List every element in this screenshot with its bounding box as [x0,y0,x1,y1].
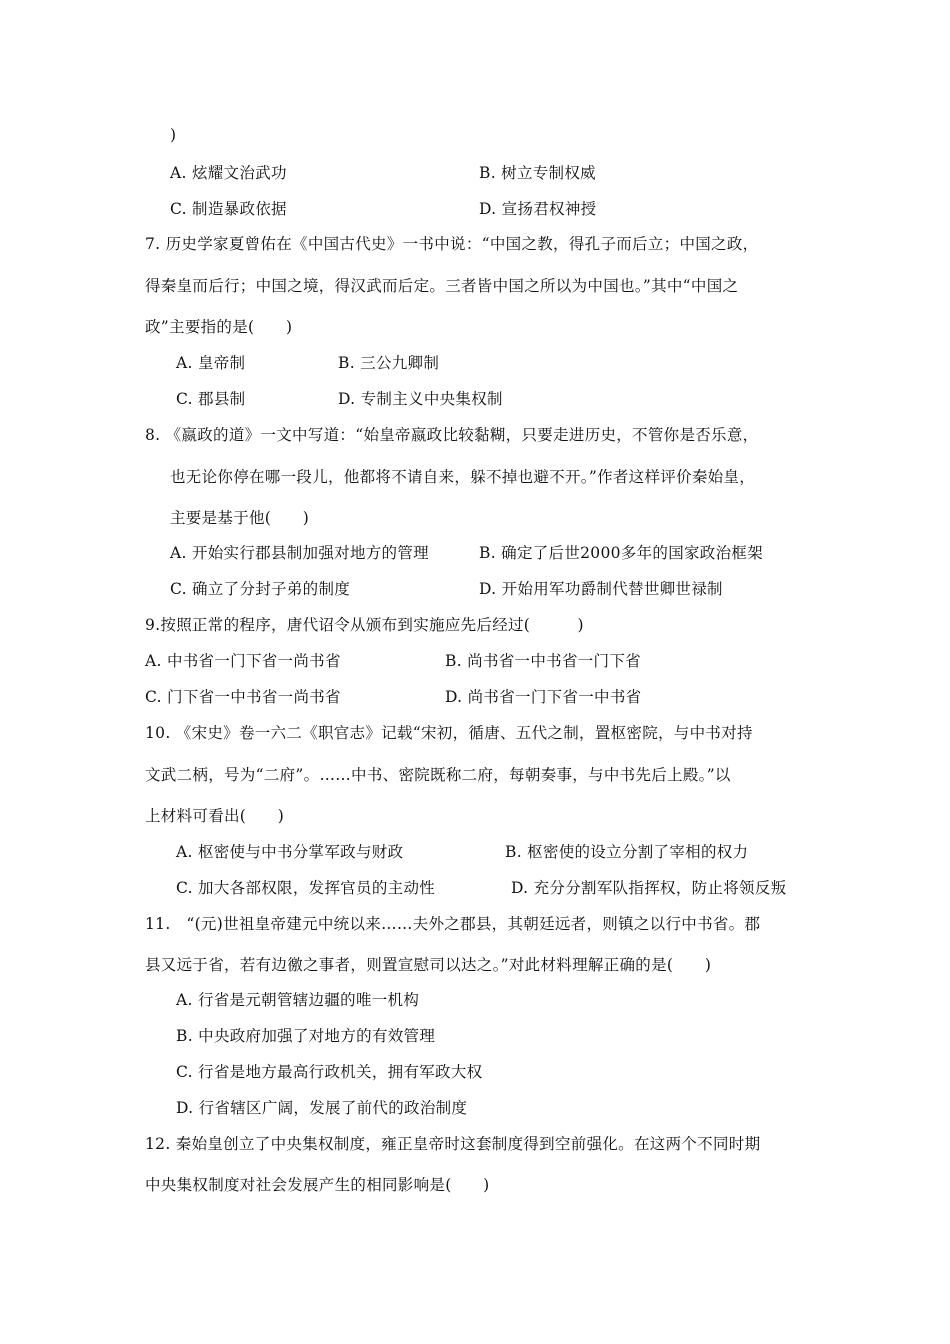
q11-option-c: C. 行省是地方最高行政机关，拥有军政大权 [176,1063,483,1081]
q7-option-d: D. 专制主义中央集权制 [338,390,503,408]
q8-stem-line-2: 也无论你停在哪一段儿，他都将不请自来，躲不掉也避不开。”作者这样评价秦始皇， [170,468,756,486]
q8-option-c: C. 确立了分封子弟的制度 [170,580,351,598]
q9-option-d: D. 尚书省一门下省一中书省 [445,688,642,706]
q11-stem-line-2: 县又远于省，若有边徼之事者，则置宣慰司以达之。”对此材料理解正确的是( ) [145,956,712,974]
q10-stem-line-3: 上材料可看出( ) [145,807,285,825]
q9-option-b: B. 尚书省一中书省一门下省 [445,652,641,670]
q12-stem-line-1: 12. 秦始皇创立了中央集权制度，雍正皇帝时这套制度得到空前强化。在这两个不同时期 [145,1135,761,1153]
q10-stem-line-2: 文武二柄，号为“二府”。……中书、密院既称二府，每朝奏事，与中书先后上殿。”以 [145,766,731,784]
q8-stem-line-1: 8. 《嬴政的道》一文中写道：“始皇帝嬴政比较黏糊，只要走进历史，不管你是否乐意， [145,426,759,444]
q9-option-a: A. 中书省一门下省一尚书省 [145,652,341,670]
q10-option-d: D. 充分分割军队指挥权，防止将领反叛 [511,879,787,897]
q7-option-a: A. 皇帝制 [176,354,246,372]
q7-stem-line-2: 得秦皇而后行；中国之境，得汉武而后定。三者皆中国之所以为中国也。”其中“中国之 [145,277,739,295]
q9-option-c: C. 门下省一中书省一尚书省 [145,688,341,706]
q12-stem-line-2: 中央集权制度对社会发展产生的相同影响是( ) [145,1176,490,1194]
q11-stem-line-1: 11. “(元)世祖皇帝建元中统以来……夫外之郡县，其朝廷远者，则镇之以行中书省。郡 [145,915,761,933]
q10-option-b: B. 枢密使的设立分割了宰相的权力 [505,843,749,861]
q8-option-b: B. 确定了后世2000多年的国家政治框架 [479,544,763,562]
q8-option-a: A. 开始实行郡县制加强对地方的管理 [170,544,429,562]
q7-option-c: C. 郡县制 [176,390,246,408]
q6-option-a: A. 炫耀文治武功 [170,164,287,182]
q6-option-c: C. 制造暴政依据 [170,200,287,218]
q10-stem-line-1: 10. 《宋史》卷一六二《职官志》记载“宋初，循唐、五代之制，置枢密院，与中书对持 [145,724,753,742]
q7-option-b: B. 三公九卿制 [338,354,440,372]
q8-stem-line-3: 主要是基于他( ) [170,509,310,527]
q10-option-c: C. 加大各部权限，发挥官员的主动性 [176,879,436,897]
q6-paren-close: ) [170,126,177,144]
q10-option-a: A. 枢密使与中书分掌军政与财政 [176,843,404,861]
q11-option-a: A. 行省是元朝管辖边疆的唯一机构 [176,991,420,1009]
q7-stem-line-3: 政”主要指的是( ) [145,318,293,336]
q9-stem-line-1: 9.按照正常的程序，唐代诏令从颁布到实施应先后经过( ) [145,616,584,634]
q6-option-b: B. 树立专制权威 [479,164,596,182]
q11-option-d: D. 行省辖区广阔，发展了前代的政治制度 [176,1099,468,1117]
q7-stem-line-1: 7. 历史学家夏曾佑在《中国古代史》一书中说：“中国之教，得孔子而后立；中国之政， [145,235,759,253]
q11-option-b: B. 中央政府加强了对地方的有效管理 [176,1027,436,1045]
q8-option-d: D. 开始用军功爵制代替世卿世禄制 [479,580,723,598]
q6-option-d: D. 宣扬君权神授 [479,200,597,218]
